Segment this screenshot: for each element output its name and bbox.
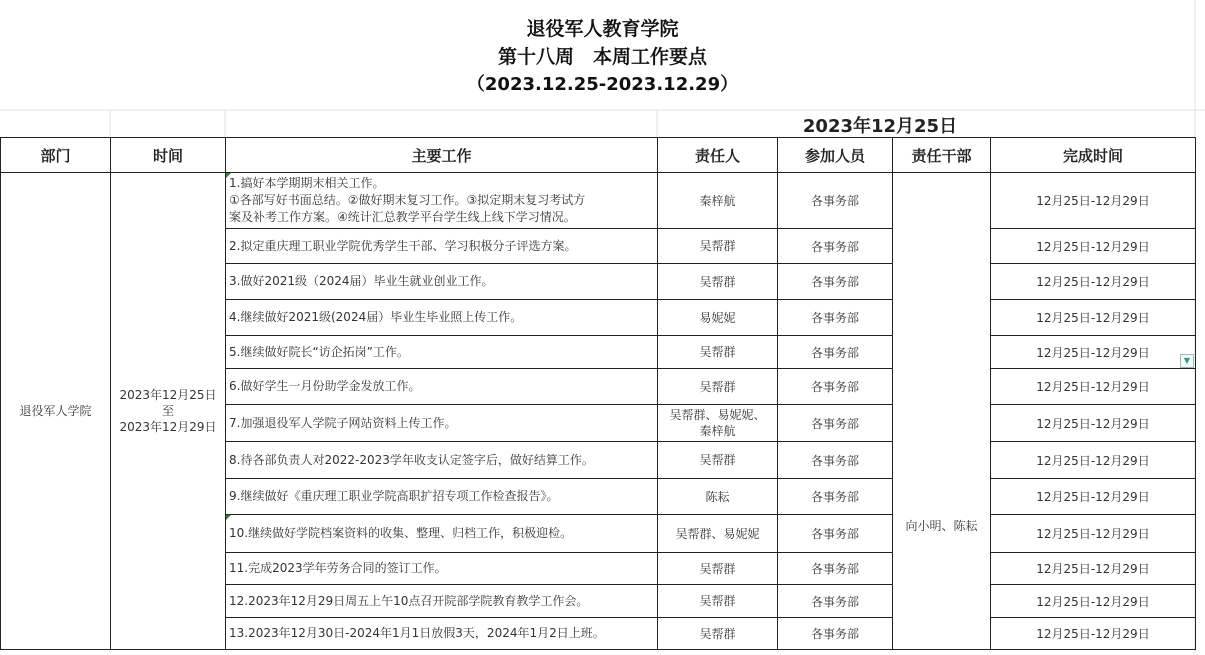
work-cell <box>226 300 658 336</box>
done-time-cell: 12月25日-12月29日 <box>991 229 1196 264</box>
work-line: 9.继续做好《重庆理工职业学院高职扩招专项工作检查报告》。 <box>229 489 559 503</box>
done-time-cell: 12月25日-12月29日 <box>991 173 1196 229</box>
participants-cell: 各事务部 <box>778 264 893 300</box>
col-header-cadre: 责任干部 <box>893 138 991 173</box>
person-cell <box>658 618 778 650</box>
participants-cell: 各事务部 <box>778 479 893 515</box>
participants-cell: 各事务部 <box>778 515 893 553</box>
done-time-cell: 12月25日-12月29日 <box>991 479 1196 515</box>
person-line: 吴帮群 <box>699 239 736 253</box>
person-line: 陈耘 <box>705 489 730 504</box>
person-cell <box>658 585 778 618</box>
work-cell <box>226 173 658 229</box>
work-cell <box>226 479 658 515</box>
col-header-person: 责任人 <box>658 138 778 173</box>
participants-cell: 各事务部 <box>778 585 893 618</box>
work-line: 12.2023年12月29日周五上午10点召开院部学院教育教学工作会。 <box>229 593 589 608</box>
week-subtitle: 第十八周 本周工作要点 <box>497 46 707 68</box>
participants-cell: 各事务部 <box>778 300 893 336</box>
person-line: 吴帮群 <box>699 274 736 289</box>
report-date: 2023年12月25日 <box>802 116 958 137</box>
time-cell <box>111 173 226 650</box>
work-line: ①各部写好书面总结。②做好期末复习工作。③拟定期末复习考试方 <box>229 193 586 207</box>
col-header-dept: 部门 <box>1 138 111 173</box>
done-time-cell: 12月25日-12月29日 <box>991 553 1196 585</box>
work-line: 2.拟定重庆理工职业学院优秀学生干部、学习积极分子评选方案。 <box>229 238 577 253</box>
date-range: （2023.12.25-2023.12.29） <box>466 74 739 95</box>
header-row <box>1 138 1196 173</box>
work-cell <box>226 442 658 479</box>
person-line: 吴帮群 <box>699 345 736 359</box>
col-header-participants: 参加人员 <box>778 138 893 173</box>
col-header-work: 主要工作 <box>226 138 658 173</box>
department-cell: 退役军人学院 <box>1 173 111 650</box>
done-time-cell: 12月25日-12月29日 <box>991 336 1196 369</box>
person-cell <box>658 229 778 264</box>
done-time-cell: 12月25日-12月29日 <box>991 442 1196 479</box>
work-cell <box>226 405 658 442</box>
work-cell <box>226 229 658 264</box>
person-line: 秦梓航 <box>699 193 736 208</box>
done-time-cell: 12月25日-12月29日 <box>991 618 1196 650</box>
participants-cell: 各事务部 <box>778 229 893 264</box>
done-time-cell: 12月25日-12月29日 <box>991 369 1196 405</box>
work-line: 3.做好2021级（2024届）毕业生就业创业工作。 <box>229 274 494 288</box>
participants-cell: 各事务部 <box>778 405 893 442</box>
table-row <box>1 173 1196 229</box>
person-line: 吴帮群 <box>699 453 736 467</box>
done-time-cell: 12月25日-12月29日 <box>991 264 1196 300</box>
person-cell <box>658 479 778 515</box>
person-cell <box>658 264 778 300</box>
work-line: 11.完成2023学年劳务合同的签订工作。 <box>229 561 447 575</box>
person-cell <box>658 553 778 585</box>
participants-cell: 各事务部 <box>778 173 893 229</box>
work-cell <box>226 585 658 618</box>
person-line: 秦梓航 <box>699 424 736 438</box>
work-cell <box>226 369 658 405</box>
dropdown-arrow-icon[interactable]: ▼ <box>1180 354 1194 368</box>
participants-cell: 各事务部 <box>778 442 893 479</box>
work-cell <box>226 618 658 650</box>
work-line: 10.继续做好学院档案资料的收集、整理、归档工作，积极迎检。 <box>229 526 573 540</box>
work-table <box>0 137 1196 650</box>
work-line: 4.继续做好2021级(2024届）毕业生毕业照上传工作。 <box>229 310 523 324</box>
comment-marker-icon <box>226 173 231 178</box>
person-line: 吴帮群 <box>699 379 736 394</box>
work-line: 8.待各部负责人对2022-2023学年收支认定签字后，做好结算工作。 <box>229 452 594 467</box>
work-line: 7.加强退役军人学院子网站资料上传工作。 <box>229 415 457 430</box>
person-cell <box>658 515 778 553</box>
time-end: 2023年12月29日 <box>119 420 217 434</box>
time-start: 2023年12月25日 <box>119 388 217 402</box>
col-header-done: 完成时间 <box>991 138 1196 173</box>
work-cell <box>226 264 658 300</box>
done-time-cell: 12月25日-12月29日 <box>991 515 1196 553</box>
cadre-cell: 向小明、陈耘 <box>893 173 991 650</box>
person-line: 易妮妮 <box>699 310 736 325</box>
done-time-cell: 12月25日-12月29日 <box>991 405 1196 442</box>
col-header-time: 时间 <box>111 138 226 173</box>
person-cell <box>658 442 778 479</box>
work-cell <box>226 336 658 369</box>
person-line: 吴帮群 <box>699 626 736 641</box>
table-body <box>1 173 1196 650</box>
person-cell <box>658 300 778 336</box>
participants-cell: 各事务部 <box>778 369 893 405</box>
person-cell <box>658 369 778 405</box>
work-cell <box>226 515 658 553</box>
person-line: 吴帮群、易妮妮、 <box>669 408 766 422</box>
work-line: 案及补考工作方案。④统计汇总教学平台学生线上线下学习情况。 <box>229 210 576 224</box>
person-cell <box>658 336 778 369</box>
work-line: 5.继续做好院长“访企拓岗”工作。 <box>229 344 409 359</box>
work-line: 6.做好学生一月份助学金发放工作。 <box>229 379 421 393</box>
time-to: 至 <box>161 404 174 418</box>
document-title: 退役军人教育学院 <box>526 18 679 40</box>
participants-cell: 各事务部 <box>778 553 893 585</box>
work-line: 1.搞好本学期期末相关工作。 <box>229 176 385 190</box>
person-line: 吴帮群 <box>699 561 736 576</box>
person-cell <box>658 173 778 229</box>
person-line: 吴帮群、易妮妮 <box>675 526 760 541</box>
work-cell <box>226 553 658 585</box>
person-cell <box>658 405 778 442</box>
participants-cell: 各事务部 <box>778 618 893 650</box>
comment-marker-icon <box>226 515 231 520</box>
participants-cell: 各事务部 <box>778 336 893 369</box>
done-time-cell: 12月25日-12月29日 <box>991 300 1196 336</box>
work-line: 13.2023年12月30日-2024年1月1日放假3天，2024年1月2日上班。 <box>229 626 605 640</box>
person-line: 吴帮群 <box>699 594 736 608</box>
done-time-cell: 12月25日-12月29日 <box>991 585 1196 618</box>
